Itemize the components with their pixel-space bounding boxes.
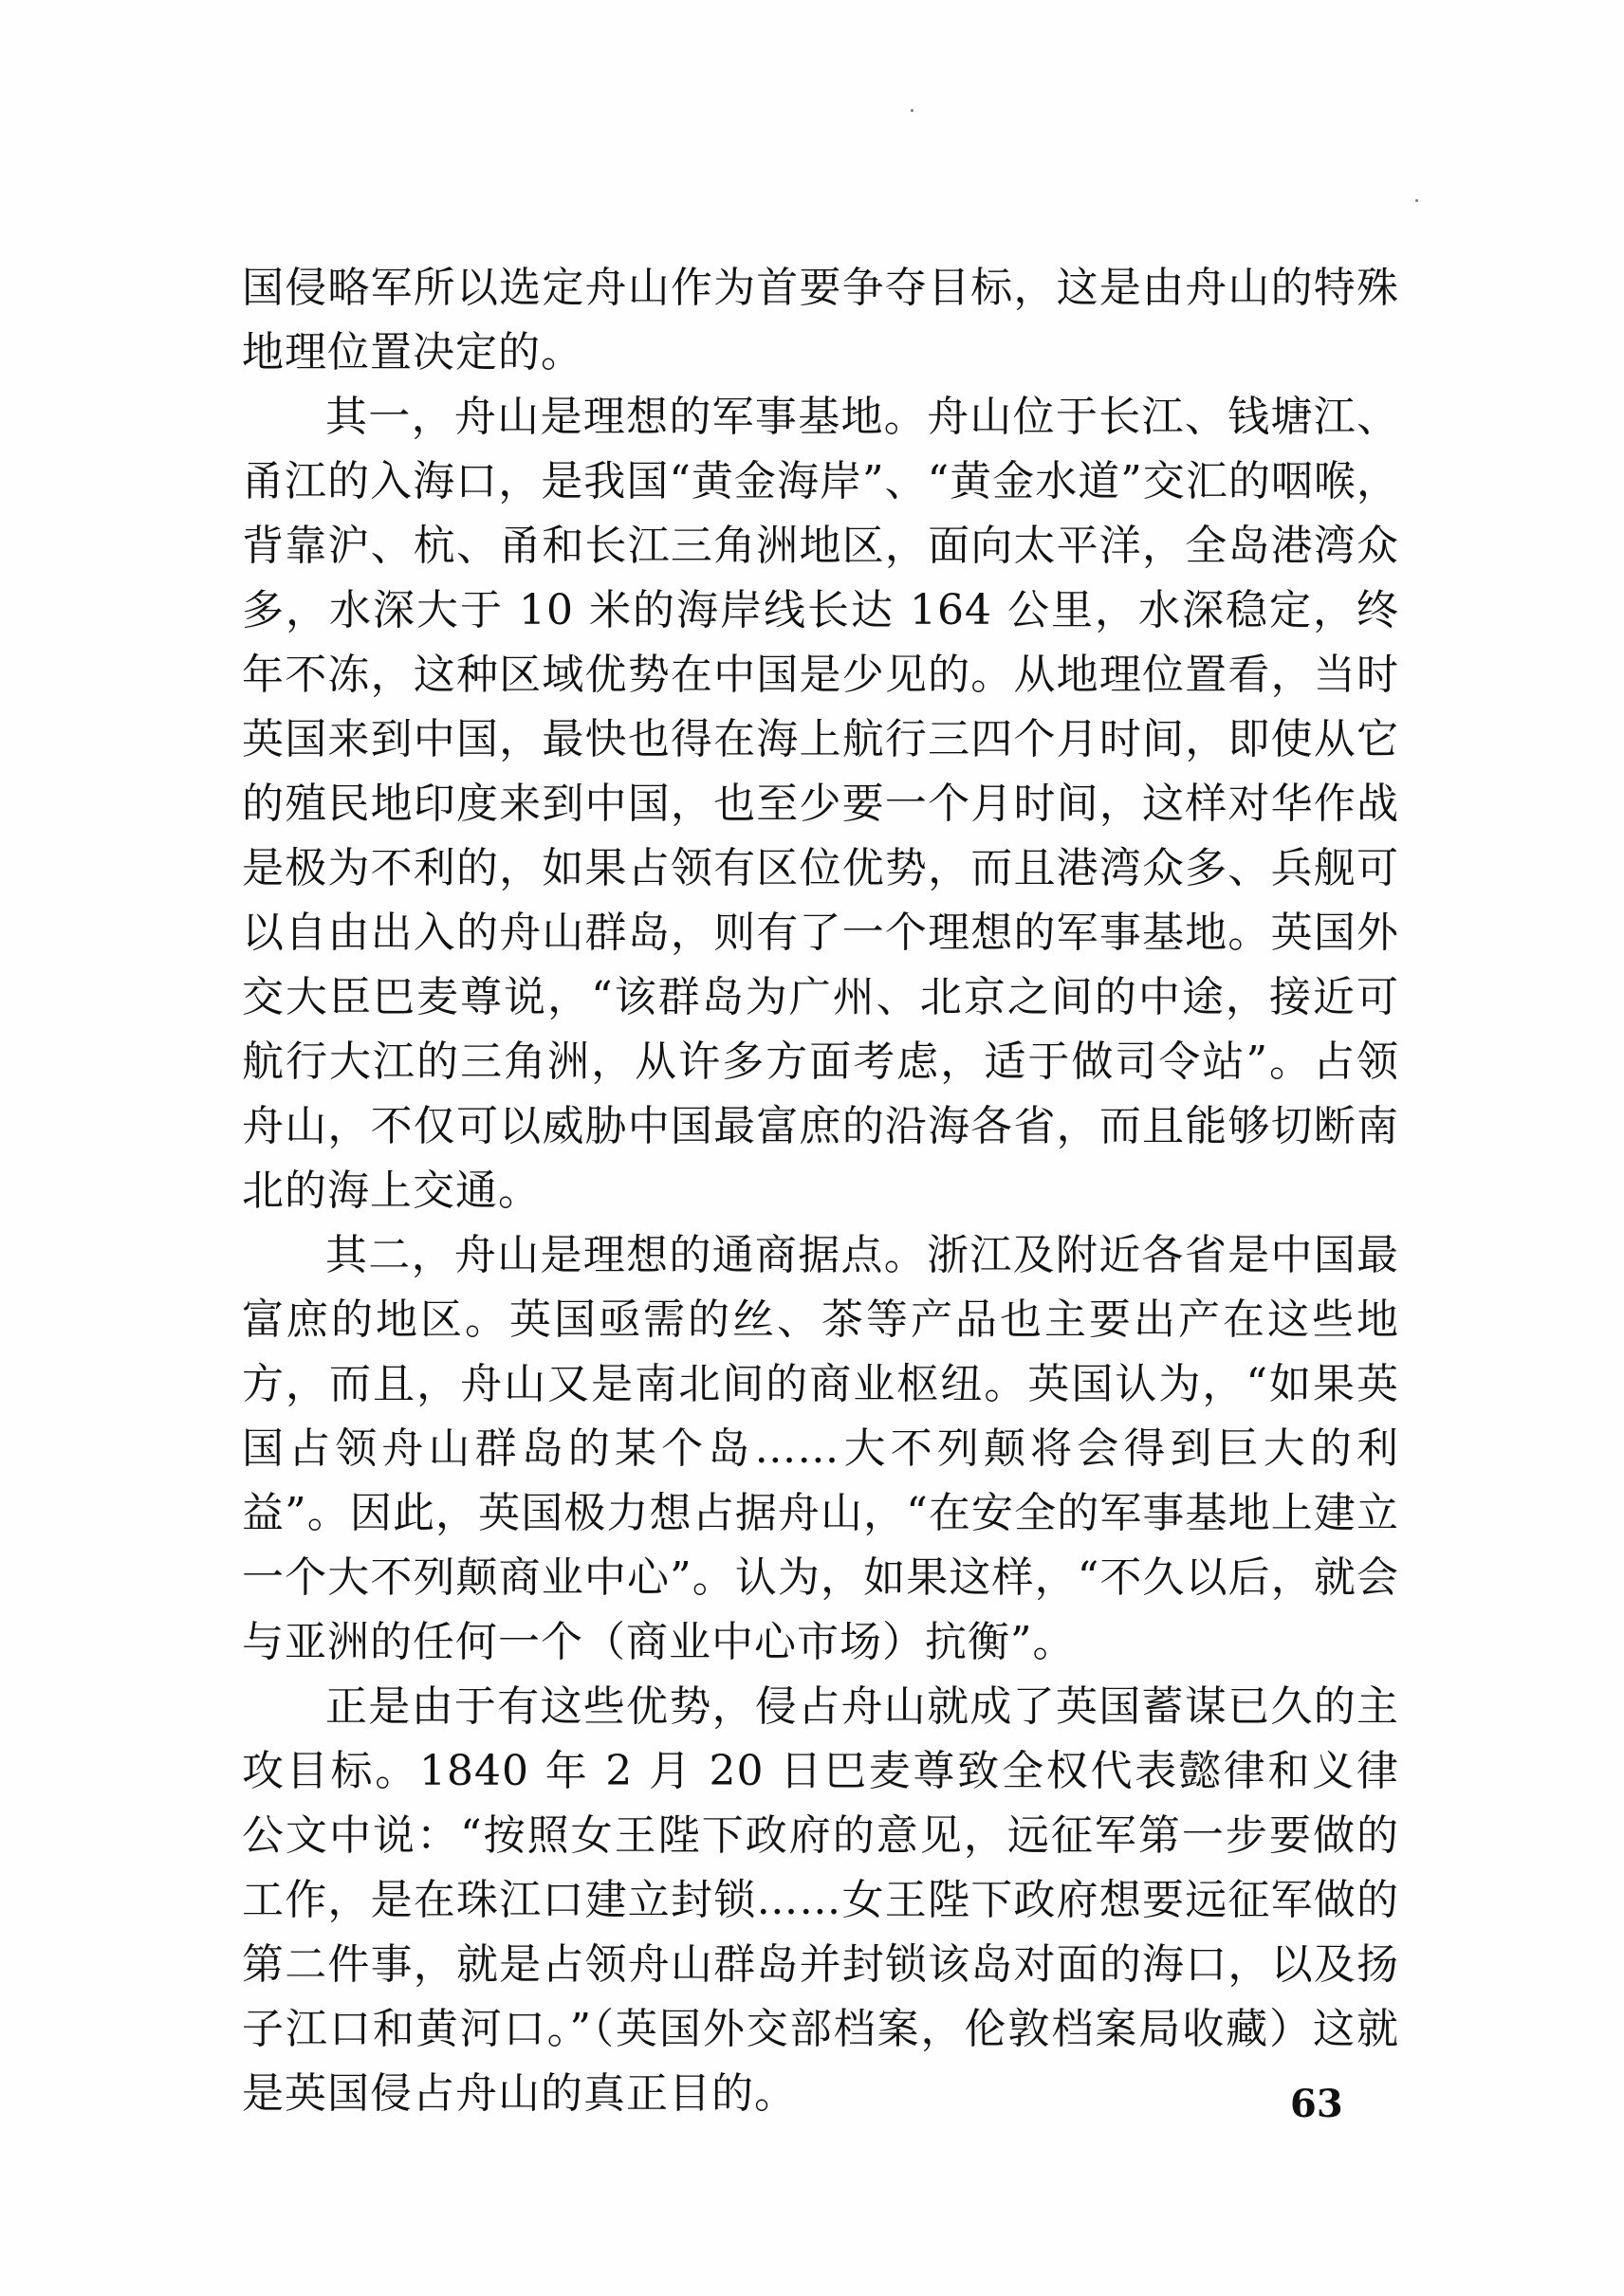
paragraph-military-base: 其一，舟山是理想的军事基地。舟山位于长江、钱塘江、甬江的入海口，是我国“黄金海岸”、“黄金水道”交汇的咽喉，背靠沪、杭、甬和长江三角洲地区，面向太平洋，全岛港湾众多，水深大于 10 米的海岸线长达 164 公里，水深稳定，终年不冻，这种区域优势在中国是少见的。从地理位置看，当时英国来到中国，最快也得在海上航行三四个月时间，即使从它的殖民地印度来到中国，也至少要一个月时间，这样对华作战是极为不利的，如果占领有区位优势，而且港湾众多、兵舰可以自由出入的舟山群岛，则有了一个理想的军事基地。英国外交大臣巴麦尊说，“该群岛为广州、北京之间的中途，接近可航行大江的三角洲，从许多方面考虑，适于做司令站”。占领舟山，不仅可以威胁中国最富庶的沿海各省，而且能够切断南北的海上交通。 [242,393,1399,1215]
scan-speck [911,109,914,112]
page-number: 63 [1290,2082,1343,2126]
paragraph-continuation: 国侵略军所以选定舟山作为首要争夺目标，这是由舟山的特殊地理位置决定的。 [242,264,1399,377]
body-text [242,256,1399,2126]
paragraph-conclusion: 正是由于有这些优势，侵占舟山就成了英国蓄谋已久的主攻目标。1840 年 2 月 20 日巴麦尊致全权代表懿律和义律公文中说：“按照女王陛下政府的意见，远征军第一步要做的工作，是在珠江口建立封锁……女王陛下政府想要远征军做的第二件事，就是占领舟山群岛并封锁该岛对面的海口，以及扬子江口和黄河口。”（英国外交部档案，伦敦档案局收藏）这就是英国侵占舟山的真正目的。 [242,1682,1399,2118]
paragraph-trade-hub: 其二，舟山是理想的通商据点。浙江及附近各省是中国最富庶的地区。英国亟需的丝、茶等产品也主要出产在这些地方，而且，舟山又是南北间的商业枢纽。英国认为，“如果英国占领舟山群岛的某个岛……大不列颠将会得到巨大的利益”。因此，英国极力想占据舟山，“在安全的军事基地上建立一个大不列颠商业中心”。认为，如果这样，“不久以后，就会与亚洲的任何一个（商业中心市场）抗衡”。 [242,1231,1399,1666]
scan-speck [1415,199,1418,202]
